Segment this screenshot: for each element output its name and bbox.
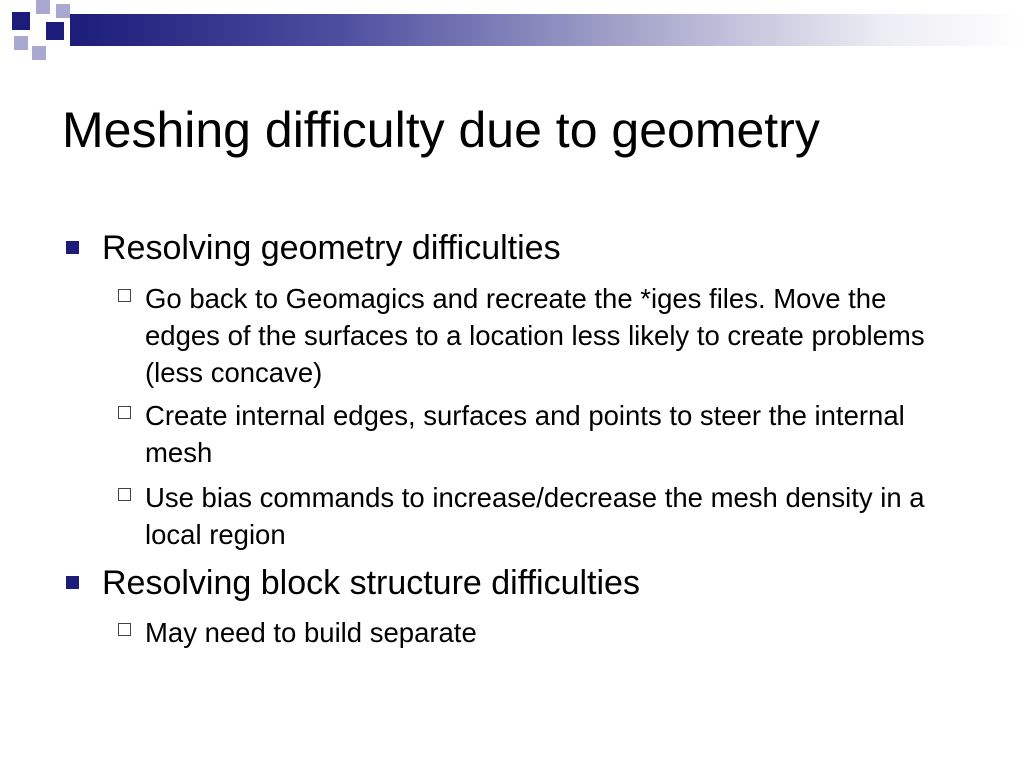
decor-square-light [36, 0, 50, 14]
decor-square-dark [12, 12, 30, 30]
decor-square-light [56, 4, 70, 18]
header-gradient-bar [70, 14, 1024, 46]
hollow-square-bullet-icon [118, 289, 131, 302]
sub-bullet-text: Go back to Geomagics and recreate the *iges files. Move the edges of the surfaces to a location less likely to create problems (less concave) [145, 283, 925, 388]
sub-bullet-text: Use bias commands to increase/decrease the mesh density in a local region [145, 482, 925, 550]
sub-bullet-text: Create internal edges, surfaces and points to steer the internal mesh [145, 400, 905, 468]
hollow-square-bullet-icon [118, 488, 131, 501]
square-bullet-icon [66, 241, 79, 254]
decor-square-light [14, 36, 28, 50]
hollow-square-bullet-icon [118, 623, 131, 636]
decor-square-dark [46, 22, 64, 40]
slide-title: Meshing difficulty due to geometry [62, 102, 820, 158]
hollow-square-bullet-icon [118, 406, 131, 419]
bullet-text: Resolving block structure difficulties [102, 564, 640, 602]
sub-bullet-text: May need to build separate [145, 617, 477, 648]
decor-square-light [32, 46, 46, 60]
bullet-text: Resolving geometry difficulties [102, 229, 561, 267]
square-bullet-icon [66, 576, 79, 589]
